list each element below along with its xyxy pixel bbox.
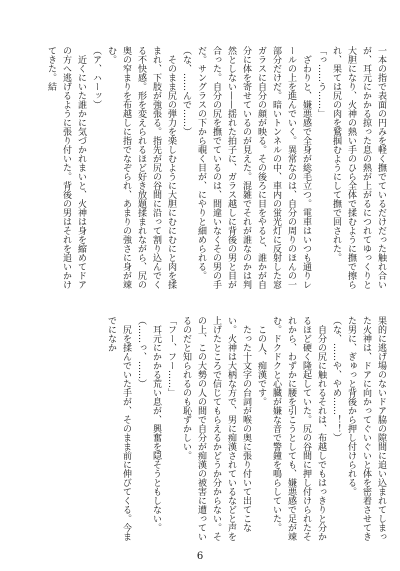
dialogue-line: 「フー、フー……」	[166, 316, 176, 397]
paragraph: 自分の尻に触れるそれは、布越しでもはっきりと分かるほど硬く隆起していた。尻の谷間に押し付けられたそれから、わずかに腰を引こうとしても、嫌悪感で足が竦む。ドクドクと心臓が嫌な音で警鐘を鳴らしていた。	[271, 316, 326, 541]
paragraph: 果的に逃げ場のないドア脇の隙間に追い込まれてしまった火神は、ドアに向かってぐいぐいと体を密着させてきた男に、ぎゅっと背後から押し付けられる。	[346, 316, 386, 541]
paragraph: ざわりと、嫌悪感で全身が総毛立つ。電車はいつも通りレールの上を進んでいく。異常なのは、自分の周りのほんの一部分だけだ。暗いトンネルの中、車内の蛍光灯に反射した窓ガラスに自分の顔が映る。その後ろに目をやると、誰かが自分に体を寄せているのが見えた。混雑でそれが誰なのかは判然としない——揺れた拍子に、ガラス越しに背後の男と目が合った。自分の尻を撫でているのは、間違いなくその男の手だ。サングラスの下から覗く目が、にやりと細められる。	[196, 46, 311, 289]
paragraph: 近くにいた誰かに気づかれまいと、火神は身を縮めてドアの方へ逃げるように張り付いた。背後の男はそれを追いかけてきた。結	[46, 46, 86, 289]
paragraph: 一本の指で表面の円みを軽く撫でているだけだった触れ合いが、耳元にかかる掠った息の熱が上がるにつれてゆっくりと大胆になり、火神の熱い手のひら全体で揉むように撫で擦られ、果ては尻の肉を鷲掴むようにして撫で回された。	[331, 46, 386, 289]
dialogue-line: 「っ……う……」	[316, 46, 326, 118]
paragraph: 尻を揉んでいた手が、そのまま前に伸びてくる。今までになか	[106, 316, 131, 541]
paragraph: 耳元にかかる荒い息が、興奮を隠そうともしない。	[151, 316, 161, 532]
inner-thought-line: （な、……や、やめ……！！）	[331, 316, 341, 442]
paragraph: この人、痴漢です。	[256, 316, 266, 406]
paragraph: そのまま尻の弾力を楽しむように大胆にむにむにと肉を揉まれ、下肢が強張る。指先が尻の谷間に沿って割り込んでくる不快感。形を変えられるほど好き放題揉まれながら、尻の奥の窄まりを布越しに指でなぞられ、あまりの強さに身が竦む。	[106, 46, 176, 289]
upper-text-tier	[26, 46, 388, 296]
inner-thought-line: （な、……んで……）	[181, 46, 191, 136]
page-number: 6	[196, 551, 204, 562]
inner-thought-line: （ア、ハーッ）	[91, 46, 101, 109]
paragraph: たった十文字の台詞が喉の奥に張り付いて出てこない。火神は大柄な方で、男に痴漢されているなどと声を上げたところで信じてもらえるかどうか分からない。その上、この大勢の人の間で自分が痴漢の被害に遭っているのだと知られるのも恥ずかしい。	[181, 316, 251, 541]
inner-thought-line: （……っ、……）	[136, 316, 146, 388]
lower-text-tier	[26, 316, 388, 548]
